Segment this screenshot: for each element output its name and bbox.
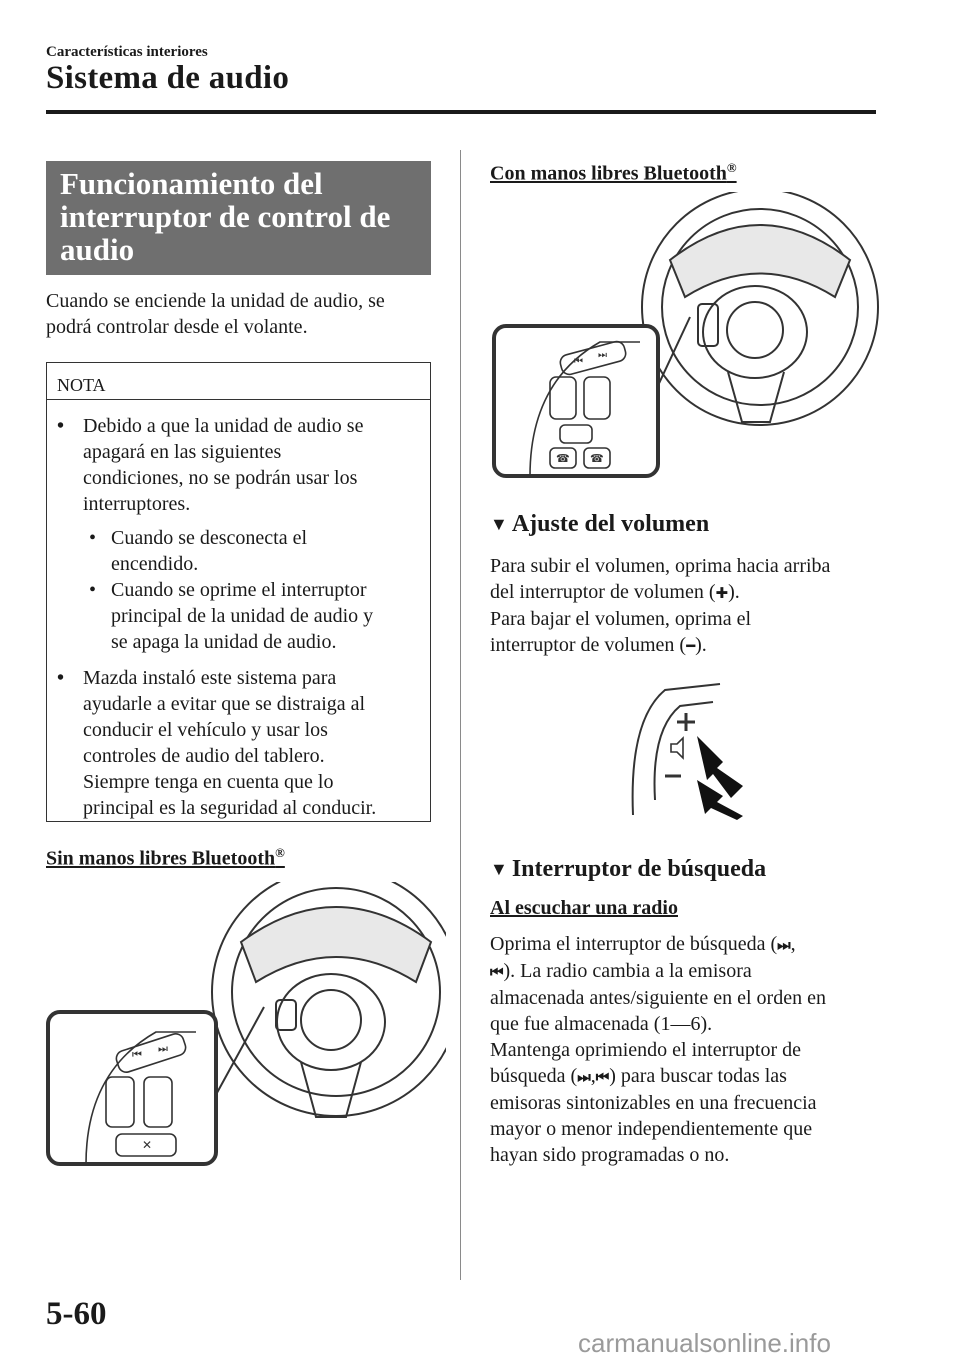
column-divider — [460, 150, 461, 1280]
intro-paragraph — [46, 288, 436, 340]
text-line: Mazda instaló este sistema para — [83, 667, 337, 689]
text-line: podrá controlar desde el volante. — [46, 316, 308, 338]
text-line: Debido a que la unidad de audio se — [83, 415, 364, 437]
wheel-top-pad — [241, 907, 431, 982]
volume-paragraph — [490, 553, 890, 659]
next-track-icon: ⏭ — [598, 350, 607, 361]
section-title-line: Funcionamiento del — [60, 166, 323, 201]
note-bullet — [57, 413, 422, 517]
next-track-icon: ⏭ — [158, 1042, 168, 1055]
registered-mark: ® — [726, 160, 737, 175]
text-line: apagará en las siguientes — [83, 441, 282, 463]
text-span: ) para buscar todas las — [609, 1065, 787, 1087]
text-line: se apaga la unidad de audio. — [111, 631, 337, 653]
text-line: Cuando se desconecta el — [111, 527, 308, 549]
note-sub-bullet — [57, 577, 422, 655]
text-line: controles de audio del tablero. — [83, 745, 325, 767]
volume-heading — [490, 511, 709, 538]
wheel-lower-spoke — [728, 372, 784, 422]
text-line — [490, 958, 890, 985]
speaker-icon — [671, 738, 683, 758]
registered-mark: ® — [275, 845, 285, 860]
sub-bullet-icon: • — [89, 527, 97, 549]
note-sub-bullet — [57, 525, 422, 577]
phone-pickup-icon: ☎ — [556, 452, 570, 465]
heading-triangle-icon: ▼ — [490, 859, 508, 879]
steering-wheel-without-bluetooth-figure — [46, 882, 446, 1172]
text-line: Siempre tenga en cuenta que lo — [83, 771, 334, 793]
text-line — [490, 579, 890, 606]
breadcrumb: Características interiores — [46, 44, 208, 60]
steering-wheel-with-bluetooth-figure — [490, 192, 880, 482]
text-line — [490, 632, 890, 659]
prev-track-icon: ⏮ — [490, 963, 504, 981]
header-rule — [46, 110, 876, 114]
page-number: 5-60 — [46, 1296, 107, 1332]
text-line: conducir el vehículo y usar los — [83, 719, 328, 741]
text-span: Oprima el interruptor de búsqueda ( — [490, 933, 778, 955]
text-span: interruptor de volumen ( — [490, 634, 687, 656]
text-span: ). — [728, 581, 740, 603]
text-line: hayan sido programadas o no. — [490, 1144, 730, 1166]
search-paragraph — [490, 931, 890, 1168]
text-line: mayor o menor independientemente que — [490, 1118, 813, 1140]
wheel-center — [301, 990, 361, 1050]
text-line — [490, 1063, 890, 1090]
text-line: Cuando se enciende la unidad de audio, se — [46, 290, 385, 312]
wheel-center — [727, 302, 783, 358]
text-line: emisoras sintonizables en una frecuencia — [490, 1092, 817, 1114]
text-span: ). — [695, 634, 707, 656]
mute-icon: ✕ — [142, 1138, 153, 1152]
page-title: Sistema de audio — [46, 60, 290, 96]
text-line: almacenada antes/siguiente en el orden en — [490, 987, 826, 1009]
prev-track-icon: ⏮ — [574, 356, 583, 367]
subheading-without-bluetooth — [46, 845, 285, 871]
prev-track-icon: ⏮ — [132, 1048, 142, 1061]
watermark: carmanualsonline.info — [578, 1328, 831, 1358]
heading-triangle-icon: ▼ — [490, 514, 508, 534]
text-line: que fue almacenada (1―6). — [490, 1013, 713, 1035]
bullet-icon: • — [57, 415, 65, 437]
text-line: condiciones, no se podrán usar los — [83, 467, 358, 489]
text-line: Mantenga oprimiendo el interruptor de — [490, 1039, 802, 1061]
wheel-switch-cluster — [276, 1000, 296, 1030]
text-line: ayudarle a evitar que se distraiga al — [83, 693, 366, 715]
section-title-line: interruptor de control de — [60, 199, 391, 234]
section-title-line: audio — [60, 232, 135, 267]
text-span: , — [590, 1065, 596, 1087]
note-body — [57, 413, 422, 829]
text-span: , — [790, 933, 796, 955]
next-track-icon: ⏭ — [577, 1068, 591, 1086]
prev-track-icon: ⏮ — [595, 1068, 610, 1086]
text-line: Para bajar el volumen, oprima el — [490, 608, 752, 630]
subheading-with-bluetooth — [490, 160, 737, 186]
text-line: Cuando se oprime el interruptor — [111, 579, 367, 601]
section-title-box — [46, 161, 431, 275]
minus-icon: ━ — [686, 637, 696, 655]
text-span: del interruptor de volumen ( — [490, 581, 716, 603]
wheel-hub — [277, 974, 385, 1070]
note-rule — [47, 399, 430, 400]
text-line: encendido. — [111, 553, 199, 575]
next-track-icon: ⏭ — [777, 936, 791, 954]
text-line: Para subir el volumen, oprima hacia arriba — [490, 555, 831, 577]
subheading-text: Con manos libres Bluetooth — [490, 162, 727, 185]
text-line: principal de la unidad de audio y — [111, 605, 374, 627]
bullet-icon: • — [57, 667, 65, 689]
heading-text: Ajuste del volumen — [511, 511, 710, 537]
note-sub-list — [57, 525, 422, 655]
search-heading — [490, 856, 766, 883]
switch-closeup-frame — [48, 1012, 216, 1164]
text-line — [490, 931, 890, 958]
sub-bullet-icon: • — [89, 579, 97, 601]
subheading-text: Sin manos libres Bluetooth — [46, 847, 276, 870]
note-bullet — [57, 665, 422, 821]
text-span: búsqueda ( — [490, 1065, 578, 1087]
volume-switch-figure — [625, 680, 745, 820]
heading-text: Interruptor de búsqueda — [511, 856, 767, 882]
plus-icon: ✚ — [715, 584, 729, 602]
callout-leader — [655, 317, 690, 392]
text-line: interruptores. — [83, 493, 191, 515]
phone-hangup-icon: ☎ — [590, 452, 604, 465]
note-heading: NOTA — [57, 375, 106, 395]
radio-subheading: Al escuchar una radio — [490, 897, 678, 919]
text-line: principal es la seguridad al conducir. — [83, 797, 377, 819]
note-box — [46, 362, 431, 822]
text-span: ). La radio cambia a la emisora — [503, 960, 752, 982]
